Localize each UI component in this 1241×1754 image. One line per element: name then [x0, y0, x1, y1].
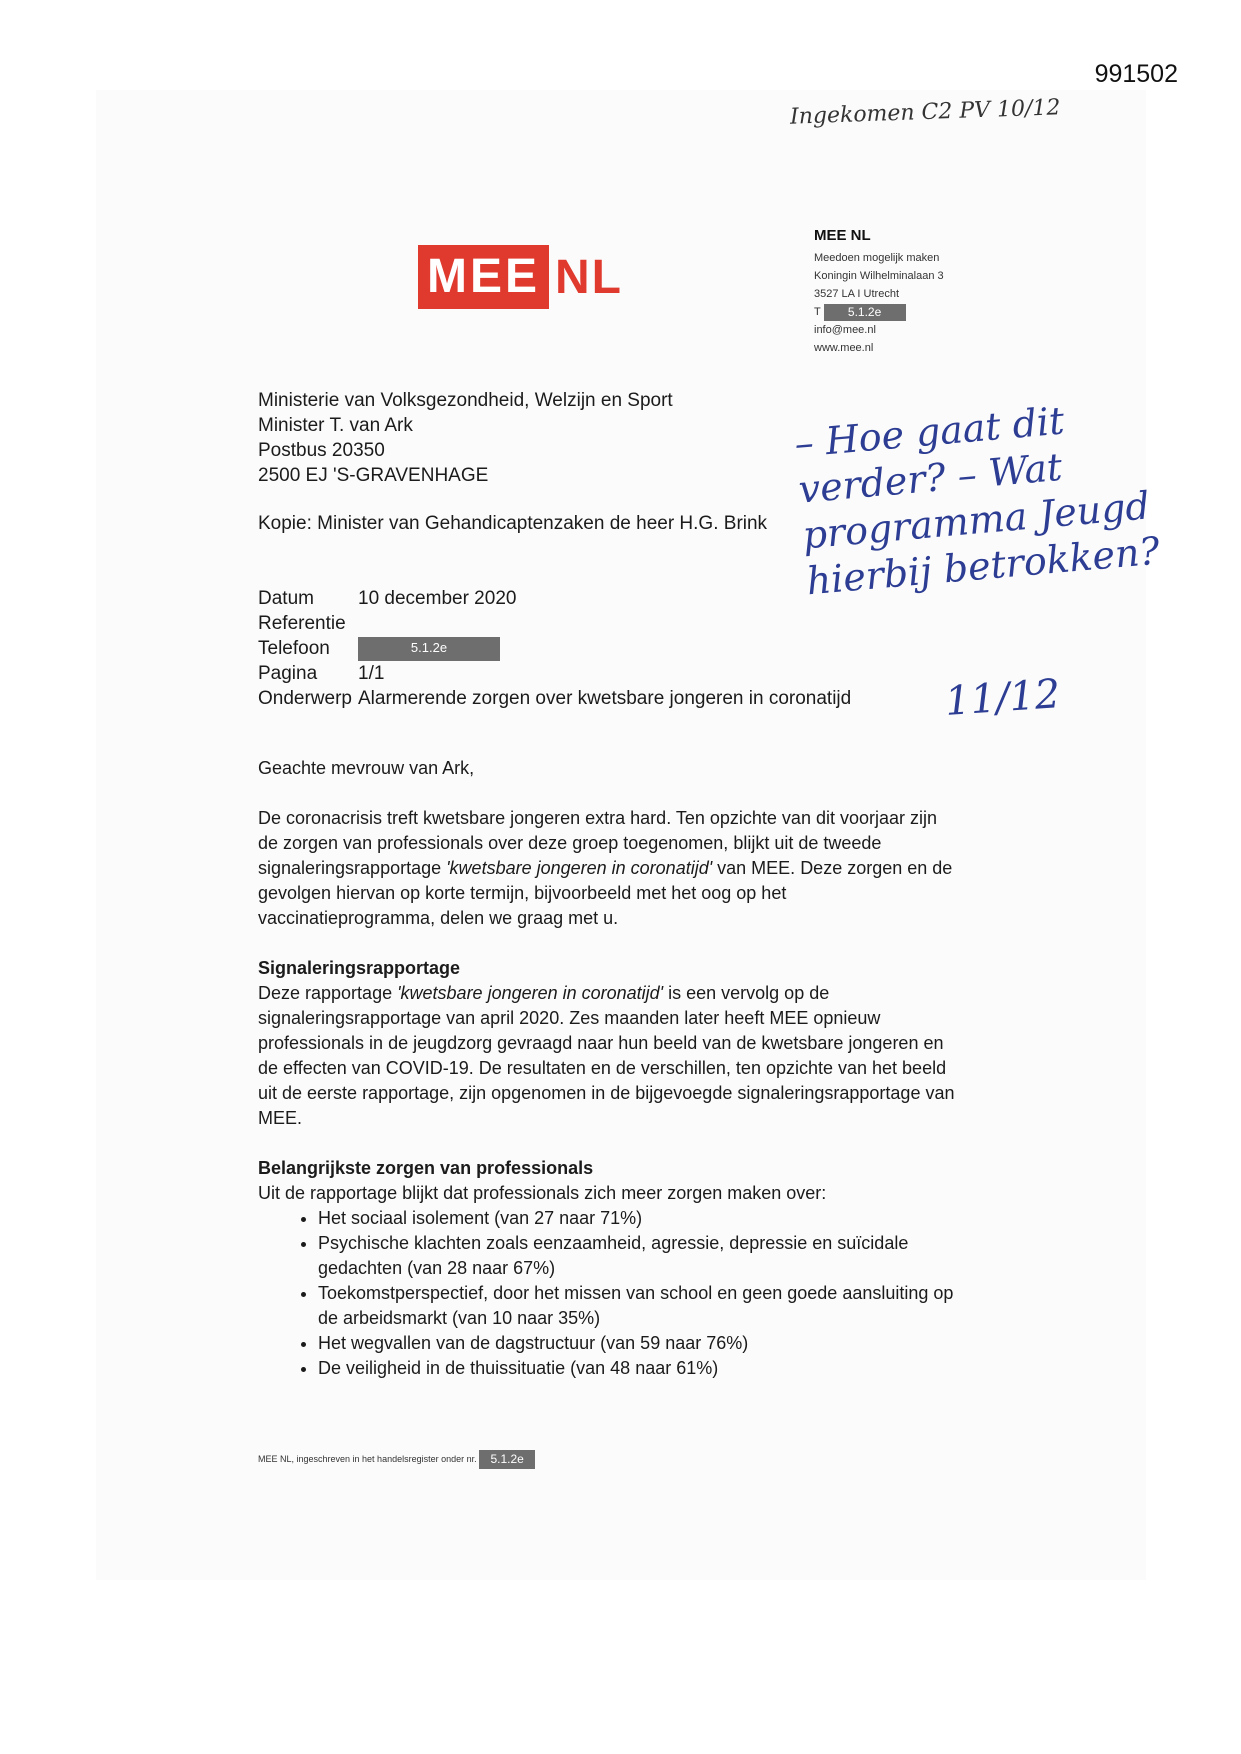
text-run: De coronacrisis treft kwetsbare jongeren extra hard. Ten opzichte van dit voorjaar zijn de zorgen van professionals over deze groep toegenomen, blijkt uit de tweede signaleringsrapportage	[258, 808, 938, 878]
section-paragraph	[258, 981, 958, 1131]
report-title: 'kwetsbare jongeren in coronatijd'	[446, 858, 713, 878]
text-run: is een vervolg op de signaleringsrapportage van april 2020. Zes maanden later heeft MEE opnieuw professionals in de jeugdzorg gevraagd naar hun beeld van de kwetsbare jongeren en de effecten van COVID-19. De resultaten en de verschillen, ten opzichte van het beeld uit de eerste rapportage, zijn opgenomen in de bijgevoegde signaleringsrapportage van MEE.	[258, 983, 955, 1128]
sender-phone-prefix: T	[814, 306, 821, 318]
mee-nl-logo	[418, 248, 623, 306]
copy-recipient: Kopie: Minister van Gehandicaptenzaken de heer H.G. Brink	[258, 513, 768, 534]
recipient-line: Minister T. van Ark	[258, 415, 413, 436]
list-item: • Psychische klachten zoals eenzaamheid, agressie, depressie en suïcidale gedachten (van 28 naar 67%)	[318, 1231, 958, 1281]
recipient-line: 2500 EJ 'S-GRAVENHAGE	[258, 465, 489, 486]
concerns-list	[258, 1206, 958, 1381]
handwritten-received-note: Ingekomen C2 PV 10/12	[789, 95, 1061, 130]
meta-label: Datum	[258, 588, 314, 609]
list-item: • De veiligheid in de thuissituatie (van 48 naar 61%)	[318, 1356, 958, 1381]
sender-city: 3527 LA I Utrecht	[814, 288, 899, 300]
meta-subject: Alarmerende zorgen over kwetsbare jongeren in coronatijd	[358, 688, 852, 709]
list-item: • Het sociaal isolement (van 27 naar 71%)	[318, 1206, 958, 1231]
text-run: van MEE. Deze zorgen en de gevolgen hiervan op korte termijn, bijvoorbeeld met het oog op het vaccinatieprogramma, delen we graag met u.	[258, 858, 953, 928]
list-item: • Toekomstperspectief, door het missen van school en geen goede aansluiting op de arbeidsmarkt (van 10 naar 35%)	[318, 1281, 958, 1331]
meta-page: 1/1	[358, 663, 385, 684]
meta-label: Telefoon	[258, 638, 330, 659]
text-run: Deze rapportage	[258, 983, 398, 1003]
redaction-box: 5.1.2e	[824, 304, 906, 321]
handwritten-question-note: – Hoe gaat dit verder? – Wat programma Jeugd hierbij betrokken?	[792, 398, 1162, 604]
meta-label: Pagina	[258, 663, 318, 684]
sender-name: MEE NL	[814, 227, 871, 244]
section-heading: Belangrijkste zorgen van professionals	[258, 1158, 594, 1178]
report-title: 'kwetsbare jongeren in coronatijd'	[397, 983, 664, 1003]
sender-email: info@mee.nl	[814, 324, 876, 336]
footer	[258, 1450, 535, 1469]
intro-paragraph	[258, 806, 958, 931]
logo-nl: NL	[555, 250, 623, 304]
footer-text: MEE NL, ingeschreven in het handelsregister onder nr.	[258, 1453, 477, 1464]
document-number: 991502	[1094, 60, 1178, 88]
sender-tagline: Meedoen mogelijk maken	[814, 252, 940, 264]
sender-website: www.mee.nl	[814, 342, 874, 354]
recipient-line: Ministerie van Volksgezondheid, Welzijn en Sport	[258, 390, 673, 411]
logo-mee: MEE	[418, 245, 549, 309]
meta-label: Onderwerp	[258, 688, 352, 709]
handwritten-initials-date: 11/12	[943, 671, 1062, 725]
meta-date: 10 december 2020	[358, 588, 517, 609]
recipient-line: Postbus 20350	[258, 440, 385, 461]
sender-street: Koningin Wilhelminalaan 3	[814, 270, 944, 282]
sender-phone	[814, 303, 944, 321]
sender-block	[814, 227, 944, 357]
redaction-box: 5.1.2e	[358, 637, 500, 661]
salutation: Geachte mevrouw van Ark,	[258, 758, 475, 778]
recipient-address	[258, 388, 673, 488]
section-intro: Uit de rapportage blijkt dat professionals zich meer zorgen maken over:	[258, 1183, 827, 1203]
section-heading: Signaleringsrapportage	[258, 958, 461, 978]
meta-label: Referentie	[258, 613, 346, 634]
letter-body	[258, 756, 958, 1381]
list-item: • Het wegvallen van de dagstructuur (van 59 naar 76%)	[318, 1331, 958, 1356]
redaction-box: 5.1.2e	[479, 1450, 535, 1469]
letter-meta	[258, 586, 851, 711]
